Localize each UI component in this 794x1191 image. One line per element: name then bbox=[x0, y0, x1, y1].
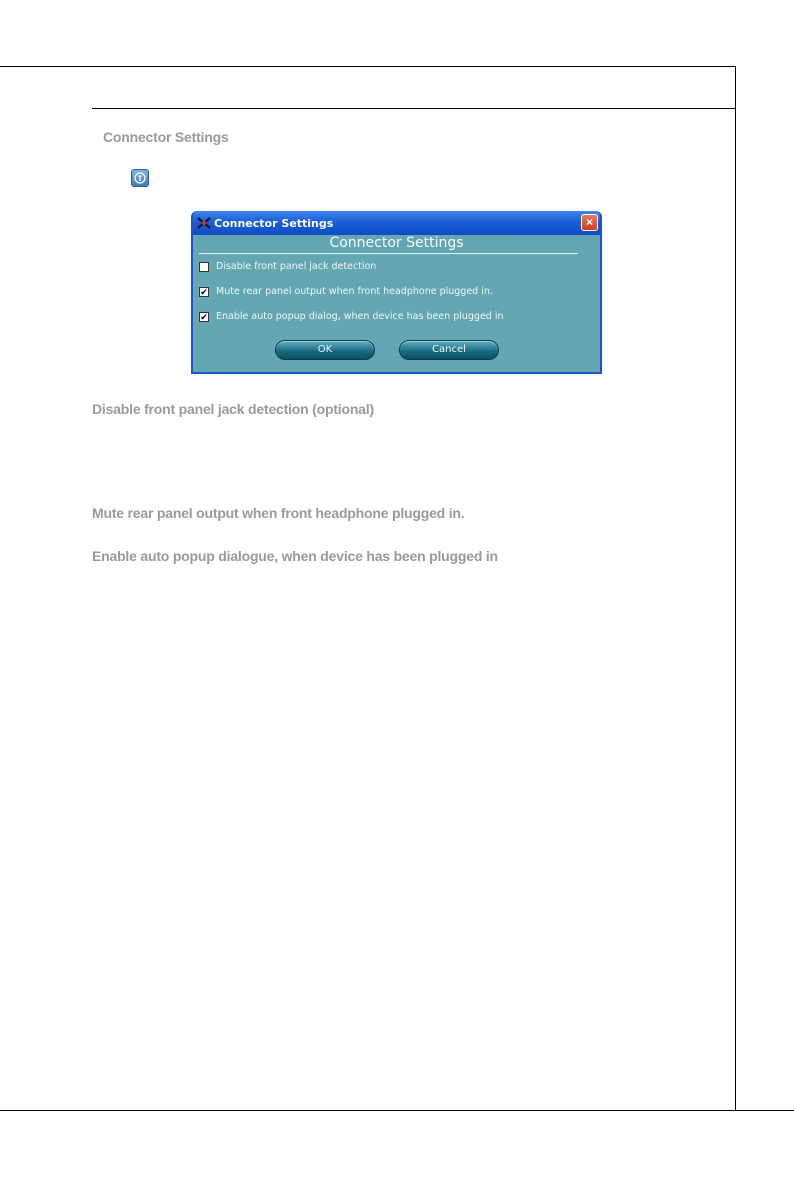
audio-app-icon bbox=[196, 215, 212, 231]
page-frame-right bbox=[735, 66, 736, 1110]
page-frame-bottom bbox=[0, 1110, 794, 1111]
disable-front-jack-checkbox[interactable] bbox=[199, 262, 209, 272]
auto-popup-checkbox[interactable]: ✔ bbox=[200, 311, 208, 322]
option-auto-popup[interactable] bbox=[199, 311, 504, 322]
cancel-button[interactable]: Cancel bbox=[399, 340, 499, 360]
close-button[interactable]: × bbox=[581, 214, 598, 231]
dialog-titlebar[interactable] bbox=[193, 211, 600, 235]
option-label: Mute rear panel output when front headphone plugged in. bbox=[216, 286, 493, 297]
option-label: Enable auto popup dialog, when device has been plugged in bbox=[216, 311, 504, 322]
page-frame-top bbox=[0, 66, 736, 67]
ok-button[interactable]: OK bbox=[275, 340, 375, 360]
option-label: Disable front panel jack detection bbox=[216, 261, 377, 272]
dialog-heading: Connector Settings bbox=[329, 235, 464, 251]
header-rule bbox=[92, 108, 736, 109]
option-mute-rear[interactable] bbox=[199, 286, 493, 297]
connector-settings-dialog bbox=[191, 211, 602, 374]
option-disable-front-jack[interactable] bbox=[199, 261, 376, 272]
desc-auto-popup: Enable auto popup dialogue, when device has been plugged in bbox=[92, 548, 498, 564]
desc-disable-front-jack: Disable front panel jack detection (optional) bbox=[92, 401, 374, 417]
heading-divider bbox=[199, 253, 578, 254]
connector-settings-icon[interactable] bbox=[131, 169, 149, 187]
section-title: Connector Settings bbox=[103, 129, 229, 145]
mute-rear-checkbox[interactable]: ✔ bbox=[200, 286, 208, 297]
dialog-title: Connector Settings bbox=[214, 216, 334, 230]
desc-mute-rear: Mute rear panel output when front headphone plugged in. bbox=[92, 505, 465, 521]
